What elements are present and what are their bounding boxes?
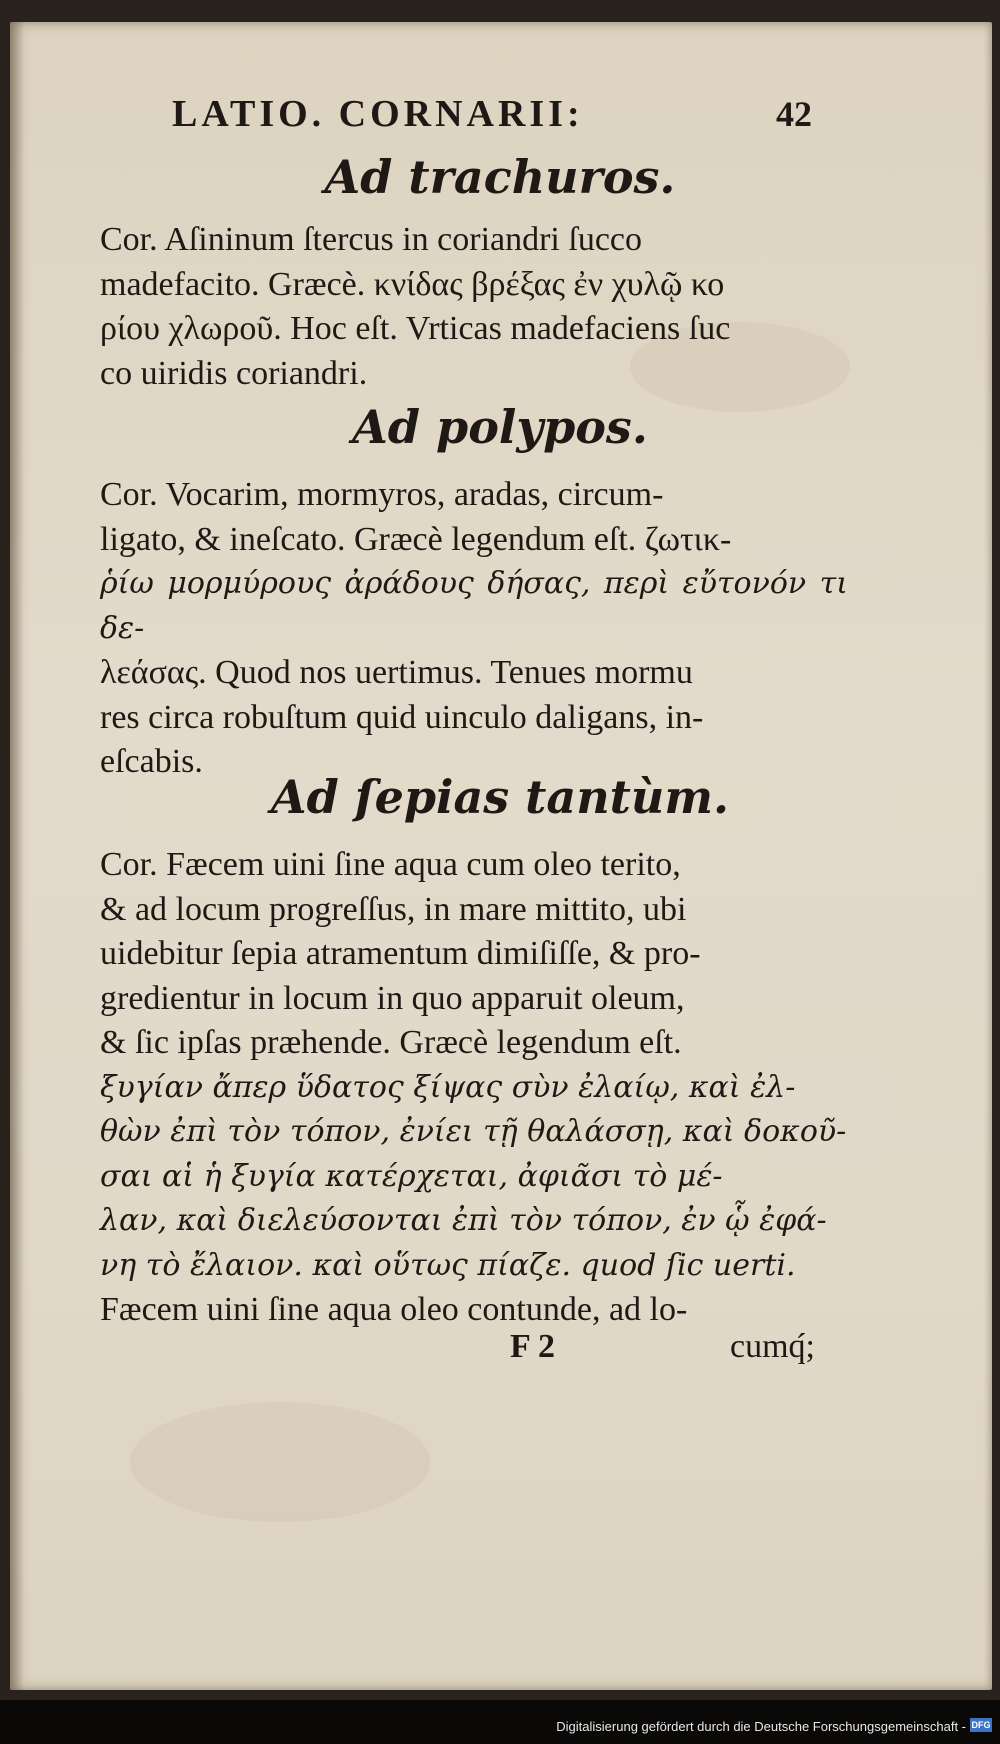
- section-body: [100, 218, 848, 396]
- text-line: λαν, καὶ διελεύσονται ἐπὶ τὸν τόπον, ἐν ᾧ ἐφά-: [100, 1203, 827, 1238]
- page-gutter-shadow: [10, 22, 24, 1690]
- section-body: [100, 843, 848, 1333]
- text-line: uidebitur ſepia atramentum dimiſiſſe, & pro-: [100, 935, 701, 972]
- footer-credit: Digitalisierung gefördert durch die Deutsche Forschungsgemeinschaft -: [556, 1719, 966, 1734]
- running-head: [172, 92, 812, 136]
- text-line: ῥίω μορμύρους ἀράδους δήσας, περὶ εὔτονόν τι δε-: [100, 566, 848, 646]
- text-line: Fæcem uini ſine aqua oleo contunde, ad lo-: [100, 1291, 688, 1328]
- text-line: Cor. Fæcem uini ſine aqua cum oleo terito,: [100, 846, 681, 883]
- text-line: ρίου χλωροῦ. Hoc eſt. Vrticas madefaciens ſuc: [100, 310, 731, 347]
- text-line: res circa robuſtum quid uinculo daligans, in-: [100, 698, 704, 736]
- section-heading: Ad polypos.: [352, 400, 648, 454]
- text-line: ξυγίαν ἄπερ ὕδατος ξίψας σὺν ἐλαίῳ, καὶ ἐλ-: [100, 1069, 796, 1105]
- text-line: σαι αἱ ἡ ξυγία κατέρχεται, ἀφιᾶσι τὸ μέ-: [100, 1158, 723, 1194]
- text-line: νη τὸ ἔλαιον. καὶ οὕτως πίαζε. quod ſic uerti.: [100, 1247, 796, 1283]
- text-line: gredientur in locum in quo apparuit oleum,: [100, 979, 685, 1017]
- section-heading: Ad ſepias tantùm.: [270, 770, 730, 824]
- catchword: cumq́;: [730, 1328, 815, 1365]
- section-body: [100, 473, 848, 785]
- section-heading: Ad trachuros.: [324, 150, 676, 204]
- text-line: co uiridis coriandri.: [100, 354, 368, 392]
- text-line: madefacito. Græcè. κνίδας βρέξας ἐν χυλῷ κο: [100, 265, 725, 303]
- signature-mark: F 2: [510, 1328, 556, 1365]
- text-line: & ſic ipſas præhende. Græcè legendum eſt.: [100, 1024, 682, 1061]
- running-head-title: LATIO. CORNARII:: [172, 93, 584, 135]
- text-line: ligato, & ineſcato. Græcè legendum eſt. ζωτικ-: [100, 520, 732, 558]
- text-line: Cor. Vocarim, mormyros, aradas, circum-: [100, 476, 664, 513]
- text-line: & ad locum progreſſus, in mare mittito, ubi: [100, 890, 687, 928]
- text-line: eſcabis.: [100, 743, 203, 780]
- paper-stain: [130, 1402, 430, 1522]
- text-line: λεάσας. Quod nos uertimus. Tenues mormu: [100, 654, 693, 691]
- page-number: 42: [776, 94, 812, 134]
- text-line: θὼν ἐπὶ τὸν τόπον, ἐνίει τῇ θαλάσσῃ, καὶ δοκοῦ-: [100, 1114, 847, 1149]
- dfg-logo: DFG: [971, 1720, 991, 1730]
- text-line: Cor. Aſininum ſtercus in coriandri ſucco: [100, 221, 643, 258]
